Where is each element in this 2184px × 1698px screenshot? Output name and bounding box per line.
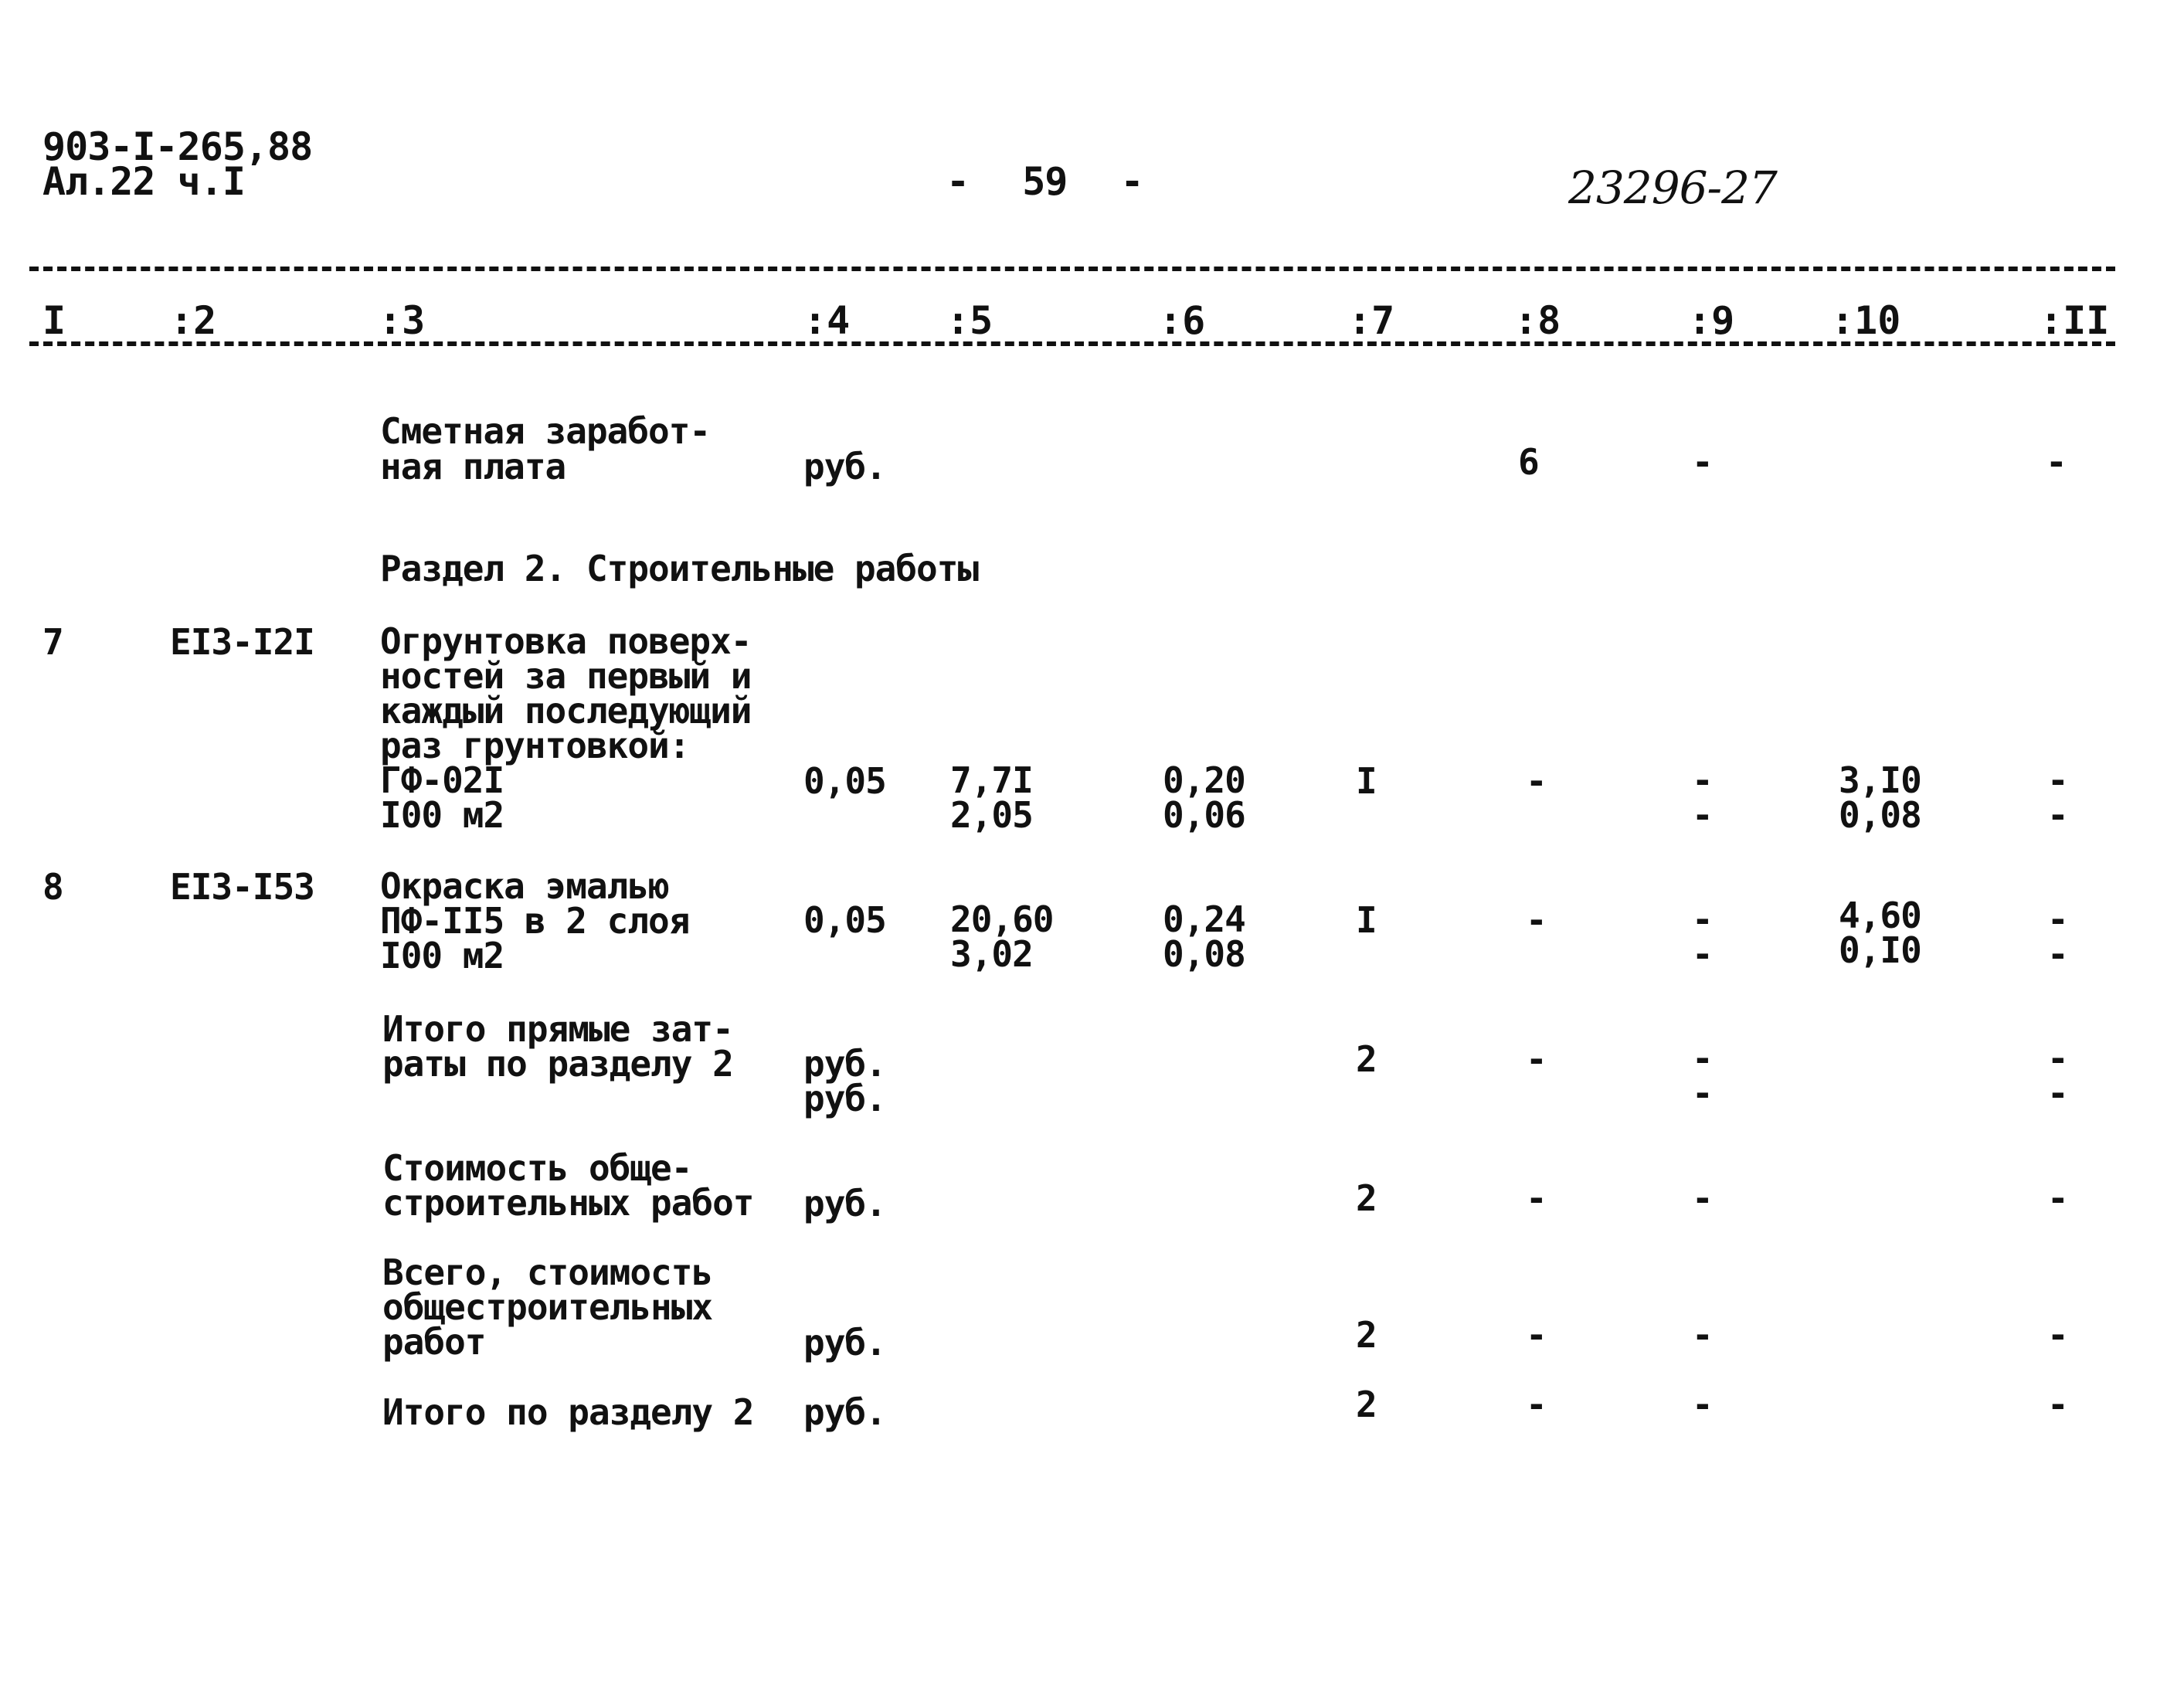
row7-code: EI3-I2I [170, 621, 314, 663]
section-total-col11: - [2047, 1384, 2068, 1425]
row8-col11: - - [2047, 898, 2068, 975]
row8-number: 8 [42, 866, 63, 908]
direct-costs-col9: - - [1692, 1037, 1713, 1114]
row7-col10: 3,I0 0,08 [1839, 759, 1921, 836]
row7-col8: - [1526, 760, 1547, 802]
row7-col5: 7,7I 2,05 [950, 759, 1033, 836]
row8-col7: I [1356, 899, 1377, 941]
row8-col6: 0,24 0,08 [1163, 898, 1245, 975]
column-header-4: :4 [803, 298, 851, 343]
column-header-1: I [42, 298, 66, 343]
grand-total-unit: руб. [803, 1322, 886, 1363]
construction-cost-unit: руб. [803, 1183, 886, 1224]
archive-stamp: 23296-27 [1568, 161, 1777, 214]
grand-total-col11: - [2047, 1314, 2068, 1356]
row8-col8: - [1526, 899, 1547, 941]
row7-col11: - - [2047, 759, 2068, 836]
section-total-name: Итого по разделу 2 [382, 1391, 754, 1433]
section-total-col8: - [1526, 1384, 1547, 1425]
column-header-7: :7 [1348, 298, 1395, 343]
wage-col9: - [1692, 441, 1713, 483]
section-total-col7: 2 [1356, 1384, 1377, 1425]
direct-costs-unit: руб. руб. [803, 1043, 886, 1119]
column-header-6: :6 [1159, 298, 1206, 343]
construction-cost-col11: - [2047, 1177, 2068, 1219]
row8-name: Окраска эмалью ПФ-II5 в 2 слоя I00 м2 [380, 865, 690, 976]
column-header-11: :II [2040, 298, 2110, 343]
direct-costs-col7: 2 [1356, 1038, 1377, 1080]
row7-col6: 0,20 0,06 [1163, 759, 1245, 836]
construction-cost-col9: - [1692, 1177, 1713, 1219]
row8-code: EI3-I53 [170, 866, 314, 908]
column-header-3: :3 [379, 298, 426, 343]
construction-cost-name: Стоимость обще- строительных работ [382, 1147, 754, 1224]
column-header-10: :10 [1831, 298, 1901, 343]
direct-costs-name: Итого прямые зат- раты по разделу 2 [382, 1008, 733, 1085]
wage-name: Сметная заработ- ная плата [380, 410, 711, 487]
wage-col8: 6 [1518, 441, 1539, 483]
header-rule [29, 341, 2115, 346]
sheet-reference: Ал.22 ч.I [42, 159, 245, 204]
row7-col9: - - [1692, 759, 1713, 836]
section-title: Раздел 2. Строительные работы [380, 548, 979, 589]
grand-total-name: Всего, стоимость общестроительных работ [382, 1251, 713, 1363]
grand-total-col9: - [1692, 1314, 1713, 1356]
construction-cost-col8: - [1526, 1177, 1547, 1219]
section-total-unit: руб. [803, 1391, 886, 1433]
row8-col4: 0,05 [803, 899, 886, 941]
row7-name: Огрунтовка поверх- ностей за первый и каждый последующий раз грунтовкой: ГФ-02I I00 м2 [380, 620, 752, 836]
page-number: - 59 - [946, 159, 1143, 204]
wage-col11: - [2046, 441, 2067, 483]
top-rule [29, 267, 2115, 271]
column-header-5: :5 [946, 298, 993, 343]
row7-number: 7 [42, 621, 63, 663]
row8-col9: - - [1692, 898, 1713, 975]
row8-col10: 4,60 0,I0 [1839, 895, 1921, 971]
row7-col4: 0,05 [803, 760, 886, 802]
row8-col5: 20,60 3,02 [950, 898, 1054, 975]
construction-cost-col7: 2 [1356, 1177, 1377, 1219]
grand-total-col7: 2 [1356, 1314, 1377, 1356]
direct-costs-col8: - [1526, 1038, 1547, 1080]
wage-unit: руб. [803, 446, 886, 487]
grand-total-col8: - [1526, 1314, 1547, 1356]
column-header-8: :8 [1514, 298, 1561, 343]
direct-costs-col11: - - [2047, 1037, 2068, 1114]
document-code: 903-I-265,88 [42, 124, 313, 169]
section-total-col9: - [1692, 1384, 1713, 1425]
column-header-9: :9 [1688, 298, 1735, 343]
column-header-2: :2 [170, 298, 217, 343]
row7-col7: I [1356, 760, 1377, 802]
